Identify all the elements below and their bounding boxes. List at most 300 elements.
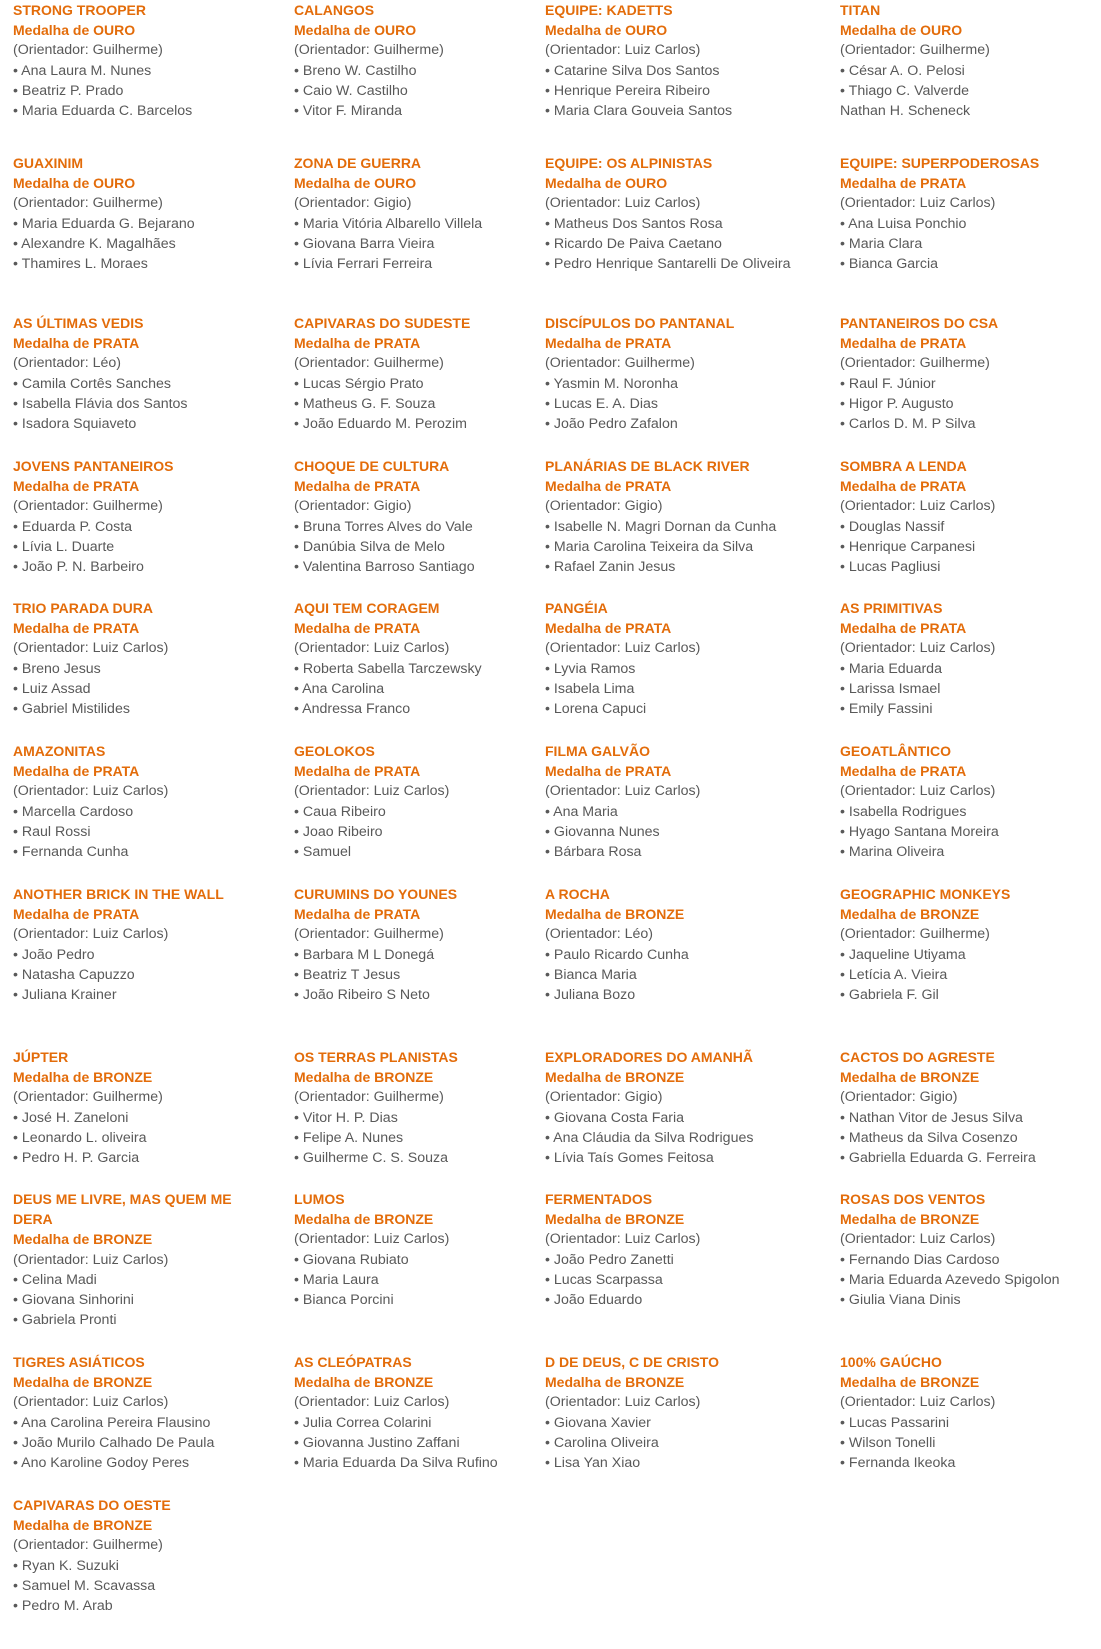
member-list: [545, 214, 790, 275]
team-block: [545, 456, 785, 577]
team-name: DISCÍPULOS DO PANTANAL: [545, 315, 735, 331]
member-list: [13, 1413, 253, 1474]
team-name: CACTOS DO AGRESTE: [840, 1049, 995, 1065]
member-list: [840, 802, 1080, 863]
team-block: [545, 1047, 785, 1168]
member-item: • Roberta Sabella Tarczewsky: [294, 660, 482, 677]
team-block: [545, 1189, 785, 1310]
member-item: • Gabriella Eduarda G. Ferreira: [840, 1150, 1036, 1167]
team-name: DEUS ME LIVRE, MAS QUEM ME DERA: [13, 1191, 232, 1228]
advisor-label: (Orientador: Luiz Carlos): [13, 640, 169, 657]
member-item: • Carlos D. M. P Silva: [840, 416, 976, 433]
medal-label: Medalha de BRONZE: [13, 1069, 153, 1086]
member-list: [545, 802, 785, 863]
member-item: • Higor P. Augusto: [840, 395, 954, 412]
medal-label: Medalha de PRATA: [545, 763, 672, 780]
member-item: • Ana Luisa Ponchio: [840, 215, 967, 232]
medal-label: Medalha de BRONZE: [13, 1231, 153, 1248]
medal-label: Medalha de PRATA: [13, 620, 140, 637]
advisor-label: (Orientador: Guilherme): [840, 42, 990, 59]
member-list: [294, 802, 534, 863]
advisor-label: (Orientador: Luiz Carlos): [840, 195, 996, 212]
team-block: [545, 741, 785, 862]
medal-label: Medalha de OURO: [545, 175, 668, 192]
member-list: [294, 1250, 534, 1311]
medal-label: Medalha de BRONZE: [545, 1374, 685, 1391]
member-item: • Larissa Ismael: [840, 680, 941, 697]
team-name: ZONA DE GUERRA: [294, 155, 422, 171]
medal-label: Medalha de PRATA: [840, 335, 967, 352]
team-name: ANOTHER BRICK IN THE WALL: [13, 886, 224, 902]
member-item: • Julia Correa Colarini: [294, 1414, 432, 1431]
member-list: [545, 517, 785, 578]
medal-label: Medalha de BRONZE: [840, 906, 980, 923]
team-name: PANGÉIA: [545, 600, 608, 616]
team-name: EXPLORADORES DO AMANHÃ: [545, 1049, 753, 1065]
advisor-label: (Orientador: Luiz Carlos): [840, 1231, 996, 1248]
member-item: • Fernanda Cunha: [13, 844, 129, 861]
medal-label: Medalha de PRATA: [840, 620, 967, 637]
team-block: [294, 1352, 534, 1473]
team-block: [840, 1189, 1080, 1310]
team-name: SOMBRA A LENDA: [840, 458, 967, 474]
member-item: • Lucas Passarini: [840, 1414, 950, 1431]
advisor-label: (Orientador: Léo): [545, 926, 654, 943]
member-item: • Giulia Viana Dinis: [840, 1292, 961, 1309]
member-list: [294, 945, 534, 1006]
member-item: • Bianca Maria: [545, 966, 637, 983]
member-item: • Fernanda Ikeoka: [840, 1455, 956, 1472]
member-item: • Maria Eduarda Azevedo Spigolon: [840, 1271, 1060, 1288]
member-item: • João Eduardo: [545, 1292, 643, 1309]
advisor-label: (Orientador: Luiz Carlos): [294, 783, 450, 800]
member-list: [545, 61, 785, 122]
medal-label: Medalha de BRONZE: [294, 1069, 434, 1086]
team-name: LUMOS: [294, 1191, 345, 1207]
team-block: [294, 884, 534, 1005]
advisor-label: (Orientador: Luiz Carlos): [840, 498, 996, 515]
member-item: • Maria Carolina Teixeira da Silva: [545, 538, 754, 555]
member-item: • Giovanna Justino Zaffani: [294, 1434, 460, 1451]
member-item: • Thiago C. Valverde: [840, 82, 970, 99]
team-block: [294, 598, 534, 719]
team-block: [13, 1495, 253, 1616]
team-block: [840, 741, 1080, 862]
advisor-label: (Orientador: Guilherme): [840, 355, 990, 372]
team-name: PANTANEIROS DO CSA: [840, 315, 999, 331]
team-name: EQUIPE: SUPERPODEROSAS: [840, 155, 1040, 171]
member-item: • Marina Oliveira: [840, 844, 945, 861]
team-name: EQUIPE: KADETTS: [545, 2, 673, 18]
team-name: CAPIVARAS DO OESTE: [13, 1497, 171, 1513]
member-item: • Vitor F. Miranda: [294, 103, 402, 120]
member-item: • Isabella Rodrigues: [840, 803, 967, 820]
member-item: • Maria Eduarda C. Barcelos: [13, 103, 193, 120]
member-item: • Danúbia Silva de Melo: [294, 538, 445, 555]
team-name: AS PRIMITIVAS: [840, 600, 943, 616]
team-name: TITAN: [840, 2, 881, 18]
medal-label: Medalha de BRONZE: [294, 1211, 434, 1228]
member-list: [13, 1556, 253, 1617]
member-item: • Vitor H. P. Dias: [294, 1109, 398, 1126]
member-list: [13, 1108, 253, 1169]
member-item: • Luiz Assad: [13, 680, 91, 697]
member-item: • Beatriz T Jesus: [294, 966, 401, 983]
medal-label: Medalha de PRATA: [294, 478, 421, 495]
team-block: [545, 313, 785, 434]
team-block: [294, 1189, 534, 1310]
medal-label: Medalha de BRONZE: [294, 1374, 434, 1391]
advisor-label: (Orientador: Luiz Carlos): [13, 926, 169, 943]
medal-label: Medalha de OURO: [545, 22, 668, 39]
member-item: • Pedro M. Arab: [13, 1598, 113, 1615]
team-block: [840, 0, 1080, 121]
medal-label: Medalha de PRATA: [13, 335, 140, 352]
member-item: • Ano Karoline Godoy Peres: [13, 1455, 190, 1472]
member-item: • Ana Carolina: [294, 680, 385, 697]
team-name: JÚPTER: [13, 1049, 69, 1065]
advisor-label: (Orientador: Guilherme): [13, 1537, 163, 1554]
medal-label: Medalha de BRONZE: [545, 906, 685, 923]
member-item: • Thamires L. Moraes: [13, 256, 148, 273]
member-list: [545, 945, 785, 1006]
member-item: • Bruna Torres Alves do Vale: [294, 518, 473, 535]
advisor-label: (Orientador: Luiz Carlos): [840, 1394, 996, 1411]
team-name: CAPIVARAS DO SUDESTE: [294, 315, 471, 331]
member-list: [13, 945, 253, 1006]
member-list: [13, 1270, 253, 1331]
member-item: • Lorena Capuci: [545, 701, 647, 718]
member-list: [294, 1413, 534, 1474]
member-item: • João P. N. Barbeiro: [13, 559, 144, 576]
medal-label: Medalha de OURO: [840, 22, 963, 39]
member-item: • João Murilo Calhado De Paula: [13, 1434, 215, 1451]
advisor-label: (Orientador: Luiz Carlos): [294, 1394, 450, 1411]
advisor-label: (Orientador: Léo): [13, 355, 122, 372]
member-item: • Lucas Pagliusi: [840, 559, 941, 576]
team-block: [294, 153, 534, 274]
member-item: • Celina Madi: [13, 1271, 97, 1288]
advisor-label: (Orientador: Guilherme): [13, 1089, 163, 1106]
member-item: • Isabelle N. Magri Dornan da Cunha: [545, 518, 777, 535]
advisor-label: (Orientador: Luiz Carlos): [545, 640, 701, 657]
team-block: [13, 1352, 253, 1473]
team-name: TIGRES ASIÁTICOS: [13, 1354, 145, 1370]
member-list: [840, 214, 1080, 275]
advisor-label: (Orientador: Luiz Carlos): [545, 1231, 701, 1248]
team-name: OS TERRAS PLANISTAS: [294, 1049, 458, 1065]
member-item: Nathan H. Scheneck: [840, 103, 971, 120]
team-name: ROSAS DOS VENTOS: [840, 1191, 986, 1207]
member-item: • Maria Eduarda G. Bejarano: [13, 215, 195, 232]
member-item: • Ryan K. Suzuki: [13, 1557, 119, 1574]
team-name: TRIO PARADA DURA: [13, 600, 153, 616]
member-list: [545, 1108, 785, 1169]
medal-label: Medalha de PRATA: [545, 620, 672, 637]
member-item: • Jaqueline Utiyama: [840, 946, 966, 963]
team-name: GUAXINIM: [13, 155, 83, 171]
member-item: • Emily Fassini: [840, 701, 933, 718]
medal-label: Medalha de BRONZE: [840, 1211, 980, 1228]
member-item: • Nathan Vitor de Jesus Silva: [840, 1109, 1023, 1126]
member-list: [545, 1413, 785, 1474]
medal-label: Medalha de OURO: [13, 175, 136, 192]
member-item: • Beatriz P. Prado: [13, 82, 124, 99]
member-item: • Giovana Rubiato: [294, 1251, 409, 1268]
member-list: [840, 1108, 1080, 1169]
member-item: • Bianca Porcini: [294, 1292, 394, 1309]
advisor-label: (Orientador: Gigio): [545, 1089, 663, 1106]
team-block: [294, 1047, 534, 1168]
advisor-label: (Orientador: Guilherme): [294, 355, 444, 372]
medal-label: Medalha de BRONZE: [840, 1374, 980, 1391]
advisor-label: (Orientador: Guilherme): [545, 355, 695, 372]
member-list: [294, 61, 534, 122]
team-block: [13, 598, 253, 719]
member-list: [294, 517, 534, 578]
member-item: • Ana Carolina Pereira Flausino: [13, 1414, 211, 1431]
team-block: [840, 153, 1080, 274]
team-block: [13, 456, 253, 577]
team-block: [294, 456, 534, 577]
member-item: • Hyago Santana Moreira: [840, 823, 999, 840]
team-name: PLANÁRIAS DE BLACK RIVER: [545, 458, 750, 474]
medal-label: Medalha de PRATA: [840, 175, 967, 192]
member-item: • Raul Rossi: [13, 823, 91, 840]
member-list: [294, 1108, 534, 1169]
member-item: • Ana Cláudia da Silva Rodrigues: [545, 1129, 754, 1146]
member-list: [840, 659, 1080, 720]
medal-label: Medalha de PRATA: [840, 763, 967, 780]
medal-label: Medalha de PRATA: [545, 478, 672, 495]
advisor-label: (Orientador: Gigio): [294, 498, 412, 515]
medal-label: Medalha de PRATA: [294, 763, 421, 780]
member-item: • Valentina Barroso Santiago: [294, 559, 475, 576]
member-item: • Leonardo L. oliveira: [13, 1129, 147, 1146]
member-item: • Maria Laura: [294, 1271, 379, 1288]
advisor-label: (Orientador: Luiz Carlos): [13, 783, 169, 800]
member-item: • Maria Eduarda: [840, 660, 942, 677]
member-item: • Alexandre K. Magalhães: [13, 235, 176, 252]
member-item: • Lucas Scarpassa: [545, 1271, 663, 1288]
member-item: • João Eduardo M. Perozim: [294, 416, 467, 433]
member-item: • Natasha Capuzzo: [13, 966, 135, 983]
member-item: • Lívia Ferrari Ferreira: [294, 256, 433, 273]
member-item: • Juliana Bozo: [545, 987, 636, 1004]
team-block: [840, 1047, 1080, 1168]
team-name: GEOLOKOS: [294, 743, 375, 759]
medal-label: Medalha de BRONZE: [545, 1211, 685, 1228]
member-item: • Lívia L. Duarte: [13, 538, 115, 555]
advisor-label: (Orientador: Luiz Carlos): [13, 1394, 169, 1411]
advisor-label: (Orientador: Guilherme): [13, 498, 163, 515]
medal-label: Medalha de BRONZE: [545, 1069, 685, 1086]
team-block: [13, 153, 253, 274]
member-item: • Giovana Costa Faria: [545, 1109, 685, 1126]
member-item: • Caio W. Castilho: [294, 82, 408, 99]
medal-label: Medalha de OURO: [294, 22, 417, 39]
team-block: [545, 153, 790, 274]
medal-label: Medalha de PRATA: [13, 906, 140, 923]
member-list: [13, 374, 253, 435]
advisor-label: (Orientador: Guilherme): [294, 926, 444, 943]
member-item: • Pedro H. P. Garcia: [13, 1150, 140, 1167]
member-item: • Giovanna Nunes: [545, 823, 660, 840]
member-item: • Isadora Squiaveto: [13, 416, 137, 433]
medal-label: Medalha de PRATA: [13, 763, 140, 780]
member-list: [13, 517, 253, 578]
member-list: [294, 659, 534, 720]
member-item: • Matheus G. F. Souza: [294, 395, 436, 412]
member-item: • Fernando Dias Cardoso: [840, 1251, 1000, 1268]
team-block: [545, 0, 785, 121]
member-item: • Yasmin M. Noronha: [545, 375, 678, 392]
advisor-label: (Orientador: Guilherme): [13, 195, 163, 212]
member-item: • Breno W. Castilho: [294, 62, 417, 79]
member-item: • Matheus Dos Santos Rosa: [545, 215, 723, 232]
advisor-label: (Orientador: Luiz Carlos): [840, 640, 996, 657]
advisor-label: (Orientador: Gigio): [294, 195, 412, 212]
member-item: • Ana Laura M. Nunes: [13, 62, 152, 79]
member-item: • Bianca Garcia: [840, 256, 939, 273]
team-block: [294, 741, 534, 862]
medal-label: Medalha de PRATA: [840, 478, 967, 495]
member-item: • Lyvia Ramos: [545, 660, 636, 677]
advisor-label: (Orientador: Guilherme): [294, 42, 444, 59]
member-list: [294, 214, 534, 275]
member-item: • Catarine Silva Dos Santos: [545, 62, 720, 79]
member-item: • Pedro Henrique Santarelli De Oliveira: [545, 256, 791, 273]
team-name: CURUMINS DO YOUNES: [294, 886, 458, 902]
member-item: • Gabriela Pronti: [13, 1312, 117, 1329]
member-item: • João Ribeiro S Neto: [294, 987, 430, 1004]
member-item: • Ricardo De Paiva Caetano: [545, 235, 722, 252]
advisor-label: (Orientador: Luiz Carlos): [545, 195, 701, 212]
team-block: [840, 456, 1080, 577]
member-item: • Giovana Xavier: [545, 1414, 651, 1431]
member-list: [13, 659, 253, 720]
member-item: • Joao Ribeiro: [294, 823, 383, 840]
team-name: D DE DEUS, C DE CRISTO: [545, 1354, 719, 1370]
team-block: [13, 1047, 253, 1168]
medal-label: Medalha de OURO: [13, 22, 136, 39]
member-item: • Felipe A. Nunes: [294, 1129, 404, 1146]
member-item: • Gabriela F. Gil: [840, 987, 939, 1004]
member-item: • Samuel: [294, 844, 352, 861]
team-name: AS ÚLTIMAS VEDIS: [13, 315, 144, 331]
advisor-label: (Orientador: Luiz Carlos): [545, 42, 701, 59]
member-list: [840, 61, 1080, 122]
member-item: • Henrique Pereira Ribeiro: [545, 82, 711, 99]
team-name: A ROCHA: [545, 886, 610, 902]
medal-label: Medalha de PRATA: [545, 335, 672, 352]
member-item: • Lucas E. A. Dias: [545, 395, 659, 412]
medal-label: Medalha de BRONZE: [840, 1069, 980, 1086]
team-block: [13, 884, 253, 1005]
team-name: FILMA GALVÃO: [545, 743, 650, 759]
member-item: • Lisa Yan Xiao: [545, 1455, 641, 1472]
medal-label: Medalha de PRATA: [294, 335, 421, 352]
team-name: 100% GAÚCHO: [840, 1354, 942, 1370]
member-item: • Maria Eduarda Da Silva Rufino: [294, 1455, 498, 1472]
team-block: [840, 1352, 1080, 1473]
medal-label: Medalha de OURO: [294, 175, 417, 192]
member-item: • Ana Maria: [545, 803, 618, 820]
member-list: [13, 61, 253, 122]
member-item: • Barbara M L Donegá: [294, 946, 435, 963]
member-list: [840, 1250, 1080, 1311]
team-name: STRONG TROOPER: [13, 2, 147, 18]
team-name: CALANGOS: [294, 2, 375, 18]
team-block: [13, 741, 253, 862]
member-item: • Maria Clara Gouveia Santos: [545, 103, 733, 120]
member-item: • Raul F. Júnior: [840, 375, 936, 392]
member-list: [294, 374, 534, 435]
member-item: • Giovana Barra Vieira: [294, 235, 435, 252]
team-name: AS CLEÓPATRAS: [294, 1354, 412, 1370]
medal-label: Medalha de BRONZE: [13, 1517, 153, 1534]
advisor-label: (Orientador: Gigio): [840, 1089, 958, 1106]
member-item: • Matheus da Silva Cosenzo: [840, 1129, 1018, 1146]
advisor-label: (Orientador: Guilherme): [840, 926, 990, 943]
advisor-label: (Orientador: Luiz Carlos): [545, 783, 701, 800]
team-block: [545, 1352, 785, 1473]
member-item: • Maria Clara: [840, 235, 923, 252]
member-item: • Letícia A. Vieira: [840, 966, 948, 983]
medal-label: Medalha de BRONZE: [13, 1374, 153, 1391]
member-item: • Samuel M. Scavassa: [13, 1577, 156, 1594]
medal-label: Medalha de PRATA: [294, 906, 421, 923]
team-block: [545, 884, 785, 1005]
member-item: • Breno Jesus: [13, 660, 101, 677]
team-block: [840, 598, 1080, 719]
member-list: [545, 1250, 785, 1311]
member-list: [840, 517, 1080, 578]
member-item: • Andressa Franco: [294, 701, 411, 718]
member-list: [545, 659, 785, 720]
member-item: • Henrique Carpanesi: [840, 538, 976, 555]
team-block: [294, 313, 534, 434]
team-name: JOVENS PANTANEIROS: [13, 458, 174, 474]
advisor-label: (Orientador: Luiz Carlos): [840, 783, 996, 800]
team-name: AMAZONITAS: [13, 743, 106, 759]
member-list: [840, 374, 1080, 435]
team-block: [13, 1189, 253, 1330]
member-item: • Isabella Flávia dos Santos: [13, 395, 188, 412]
team-name: GEOATLÂNTICO: [840, 743, 951, 759]
member-item: • João Pedro: [13, 946, 95, 963]
medal-label: Medalha de PRATA: [13, 478, 140, 495]
member-item: • Rafael Zanin Jesus: [545, 559, 676, 576]
advisor-label: (Orientador: Gigio): [545, 498, 663, 515]
member-item: • Marcella Cardoso: [13, 803, 134, 820]
member-item: • Paulo Ricardo Cunha: [545, 946, 689, 963]
member-item: • João Pedro Zafalon: [545, 416, 678, 433]
team-block: [840, 313, 1080, 434]
team-block: [13, 313, 253, 434]
advisor-label: (Orientador: Luiz Carlos): [294, 1231, 450, 1248]
team-block: [840, 884, 1080, 1005]
medal-label: Medalha de PRATA: [294, 620, 421, 637]
member-item: • Caua Ribeiro: [294, 803, 386, 820]
team-block: [13, 0, 253, 121]
member-item: • Lucas Sérgio Prato: [294, 375, 424, 392]
member-item: • João Pedro Zanetti: [545, 1251, 674, 1268]
member-item: • Eduarda P. Costa: [13, 518, 133, 535]
member-item: • César A. O. Pelosi: [840, 62, 965, 79]
advisor-label: (Orientador: Guilherme): [13, 42, 163, 59]
member-item: • Carolina Oliveira: [545, 1434, 659, 1451]
